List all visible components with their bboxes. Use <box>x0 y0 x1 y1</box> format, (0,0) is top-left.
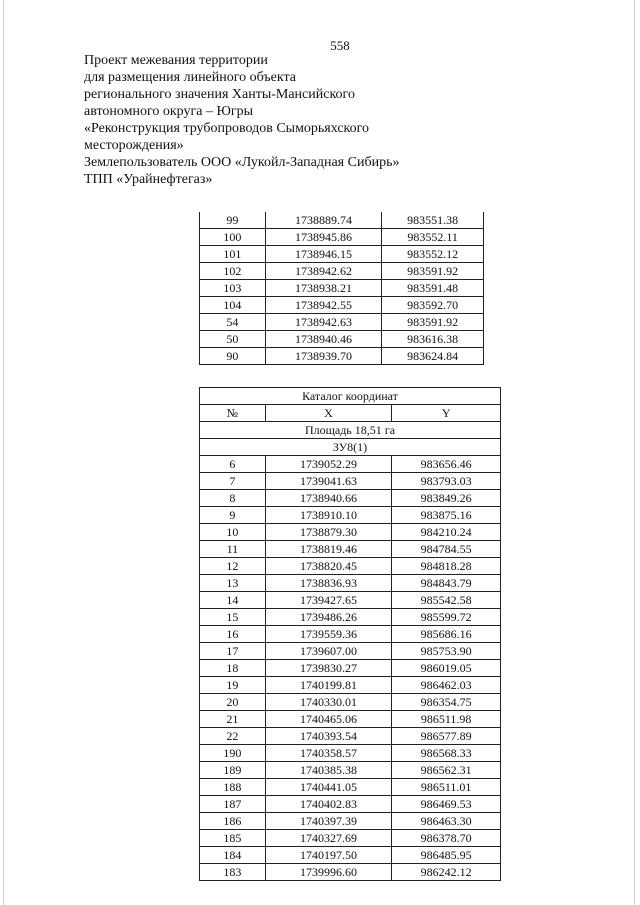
table-row <box>200 694 501 711</box>
x-coordinate-cell: 1738938.21 <box>265 280 382 297</box>
coordinates-table-continuation <box>199 212 484 365</box>
x-coordinate-cell: 1740199.81 <box>265 677 392 694</box>
x-coordinate-cell: 1740393.54 <box>265 728 392 745</box>
point-number-cell: 15 <box>200 609 266 626</box>
y-coordinate-cell: 986378.70 <box>392 830 501 847</box>
y-coordinate-cell: 986469.53 <box>392 796 501 813</box>
header-line: автономного округа – Югры <box>84 104 253 119</box>
left-scan-edge <box>3 0 4 905</box>
y-coordinate-cell: 984843.79 <box>392 575 501 592</box>
table-row <box>200 677 501 694</box>
point-number-cell: 20 <box>200 694 266 711</box>
point-number-cell: 99 <box>200 212 266 229</box>
x-coordinate-cell: 1738819.46 <box>265 541 392 558</box>
y-coordinate-cell: 986577.89 <box>392 728 501 745</box>
x-coordinate-cell: 1739830.27 <box>265 660 392 677</box>
x-coordinate-cell: 1740402.83 <box>265 796 392 813</box>
y-coordinate-cell: 986354.75 <box>392 694 501 711</box>
table-row <box>200 524 501 541</box>
point-number-cell: 22 <box>200 728 266 745</box>
point-number-cell: 17 <box>200 643 266 660</box>
x-coordinate-cell: 1740197.50 <box>265 847 392 864</box>
y-coordinate-cell: 983591.48 <box>382 280 484 297</box>
x-coordinate-cell: 1738940.66 <box>265 490 392 507</box>
y-coordinate-cell: 983592.70 <box>382 297 484 314</box>
table-row <box>200 263 484 280</box>
table-row <box>200 331 484 348</box>
y-coordinate-cell: 986511.98 <box>392 711 501 728</box>
table-body <box>200 388 501 881</box>
point-number-cell: 19 <box>200 677 266 694</box>
x-coordinate-cell: 1738945.86 <box>265 229 382 246</box>
x-coordinate-cell: 1738942.63 <box>265 314 382 331</box>
x-coordinate-cell: 1738820.45 <box>265 558 392 575</box>
table-row <box>200 864 501 881</box>
x-coordinate-cell: 1740465.06 <box>265 711 392 728</box>
header-line: для размещения линейного объекта <box>84 70 296 85</box>
column-header-number: № <box>200 405 266 422</box>
point-number-cell: 18 <box>200 660 266 677</box>
table-row <box>200 229 484 246</box>
table-row <box>200 626 501 643</box>
header-line: Проект межевания территории <box>84 53 268 68</box>
x-coordinate-cell: 1738942.55 <box>265 297 382 314</box>
y-coordinate-cell: 985753.90 <box>392 643 501 660</box>
y-coordinate-cell: 986463.30 <box>392 813 501 830</box>
area-label: Площадь 18,51 га <box>200 422 501 439</box>
header-line: месторождения» <box>84 138 184 153</box>
table-row <box>200 609 501 626</box>
y-coordinate-cell: 984210.24 <box>392 524 501 541</box>
y-coordinate-cell: 983616.38 <box>382 331 484 348</box>
table-row <box>200 297 484 314</box>
table-row <box>200 745 501 762</box>
point-number-cell: 188 <box>200 779 266 796</box>
point-number-cell: 11 <box>200 541 266 558</box>
x-coordinate-cell: 1738940.46 <box>265 331 382 348</box>
point-number-cell: 189 <box>200 762 266 779</box>
point-number-cell: 190 <box>200 745 266 762</box>
x-coordinate-cell: 1740327.69 <box>265 830 392 847</box>
point-number-cell: 54 <box>200 314 266 331</box>
column-header-y: Y <box>392 405 501 422</box>
y-coordinate-cell: 983849.26 <box>392 490 501 507</box>
header-line: «Реконструкция трубопроводов Сыморьяхского <box>84 121 370 136</box>
table-row <box>200 314 484 331</box>
table-row <box>200 643 501 660</box>
table-title: Каталог координат <box>200 388 501 405</box>
y-coordinate-cell: 985599.72 <box>392 609 501 626</box>
y-coordinate-cell: 986019.05 <box>392 660 501 677</box>
y-coordinate-cell: 986511.01 <box>392 779 501 796</box>
table-row <box>200 592 501 609</box>
y-coordinate-cell: 986562.31 <box>392 762 501 779</box>
table-row <box>200 212 484 229</box>
table-row <box>200 473 501 490</box>
x-coordinate-cell: 1738910.10 <box>265 507 392 524</box>
table-row <box>200 575 501 592</box>
point-number-cell: 6 <box>200 456 266 473</box>
x-coordinate-cell: 1740358.57 <box>265 745 392 762</box>
x-coordinate-cell: 1739486.26 <box>265 609 392 626</box>
table-row <box>200 711 501 728</box>
point-number-cell: 14 <box>200 592 266 609</box>
point-number-cell: 8 <box>200 490 266 507</box>
y-coordinate-cell: 985542.58 <box>392 592 501 609</box>
y-coordinate-cell: 983551.38 <box>382 212 484 229</box>
header-line: Землепользователь ООО «Лукойл-Западная Сибирь» <box>84 155 400 170</box>
x-coordinate-cell: 1740397.39 <box>265 813 392 830</box>
right-scan-edge <box>634 0 635 905</box>
table-row <box>200 830 501 847</box>
point-number-cell: 7 <box>200 473 266 490</box>
document-header <box>84 52 524 188</box>
x-coordinate-cell: 1738879.30 <box>265 524 392 541</box>
table-row <box>200 779 501 796</box>
table-header-row <box>200 405 501 422</box>
x-coordinate-cell: 1739607.00 <box>265 643 392 660</box>
x-coordinate-cell: 1738889.74 <box>265 212 382 229</box>
y-coordinate-cell: 986242.12 <box>392 864 501 881</box>
point-number-cell: 13 <box>200 575 266 592</box>
coordinates-catalog-table <box>199 387 501 881</box>
x-coordinate-cell: 1738939.70 <box>265 348 382 365</box>
y-coordinate-cell: 984818.28 <box>392 558 501 575</box>
table-row <box>200 558 501 575</box>
table-row <box>200 456 501 473</box>
x-coordinate-cell: 1740441.05 <box>265 779 392 796</box>
point-number-cell: 104 <box>200 297 266 314</box>
point-number-cell: 9 <box>200 507 266 524</box>
y-coordinate-cell: 986568.33 <box>392 745 501 762</box>
table-row <box>200 728 501 745</box>
y-coordinate-cell: 983793.03 <box>392 473 501 490</box>
point-number-cell: 50 <box>200 331 266 348</box>
point-number-cell: 90 <box>200 348 266 365</box>
point-number-cell: 183 <box>200 864 266 881</box>
table-row <box>200 762 501 779</box>
table-row <box>200 847 501 864</box>
table-row <box>200 280 484 297</box>
point-number-cell: 102 <box>200 263 266 280</box>
header-line: регионального значения Ханты-Мансийского <box>84 87 355 102</box>
table-row <box>200 796 501 813</box>
page-number: 558 <box>330 38 350 53</box>
point-number-cell: 10 <box>200 524 266 541</box>
table-row <box>200 813 501 830</box>
x-coordinate-cell: 1738942.62 <box>265 263 382 280</box>
column-header-x: X <box>265 405 392 422</box>
y-coordinate-cell: 983591.92 <box>382 314 484 331</box>
table-row <box>200 490 501 507</box>
table-title-row <box>200 388 501 405</box>
point-number-cell: 12 <box>200 558 266 575</box>
area-row <box>200 422 501 439</box>
x-coordinate-cell: 1739996.60 <box>265 864 392 881</box>
x-coordinate-cell: 1739427.65 <box>265 592 392 609</box>
table-body <box>200 212 484 365</box>
y-coordinate-cell: 983552.11 <box>382 229 484 246</box>
y-coordinate-cell: 984784.55 <box>392 541 501 558</box>
x-coordinate-cell: 1740330.01 <box>265 694 392 711</box>
y-coordinate-cell: 983552.12 <box>382 246 484 263</box>
point-number-cell: 16 <box>200 626 266 643</box>
table-row <box>200 348 484 365</box>
y-coordinate-cell: 985686.16 <box>392 626 501 643</box>
x-coordinate-cell: 1739052.29 <box>265 456 392 473</box>
y-coordinate-cell: 986462.03 <box>392 677 501 694</box>
plot-label: ЗУ8(1) <box>200 439 501 456</box>
point-number-cell: 186 <box>200 813 266 830</box>
table-row <box>200 660 501 677</box>
point-number-cell: 187 <box>200 796 266 813</box>
point-number-cell: 184 <box>200 847 266 864</box>
x-coordinate-cell: 1738836.93 <box>265 575 392 592</box>
y-coordinate-cell: 983875.16 <box>392 507 501 524</box>
point-number-cell: 103 <box>200 280 266 297</box>
table-row <box>200 541 501 558</box>
point-number-cell: 101 <box>200 246 266 263</box>
y-coordinate-cell: 983656.46 <box>392 456 501 473</box>
plot-row <box>200 439 501 456</box>
y-coordinate-cell: 983624.84 <box>382 348 484 365</box>
x-coordinate-cell: 1738946.15 <box>265 246 382 263</box>
y-coordinate-cell: 983591.92 <box>382 263 484 280</box>
x-coordinate-cell: 1739041.63 <box>265 473 392 490</box>
table-row <box>200 507 501 524</box>
table-row <box>200 246 484 263</box>
point-number-cell: 21 <box>200 711 266 728</box>
x-coordinate-cell: 1739559.36 <box>265 626 392 643</box>
y-coordinate-cell: 986485.95 <box>392 847 501 864</box>
x-coordinate-cell: 1740385.38 <box>265 762 392 779</box>
header-line: ТПП «Урайнефтегаз» <box>84 172 213 187</box>
point-number-cell: 185 <box>200 830 266 847</box>
point-number-cell: 100 <box>200 229 266 246</box>
